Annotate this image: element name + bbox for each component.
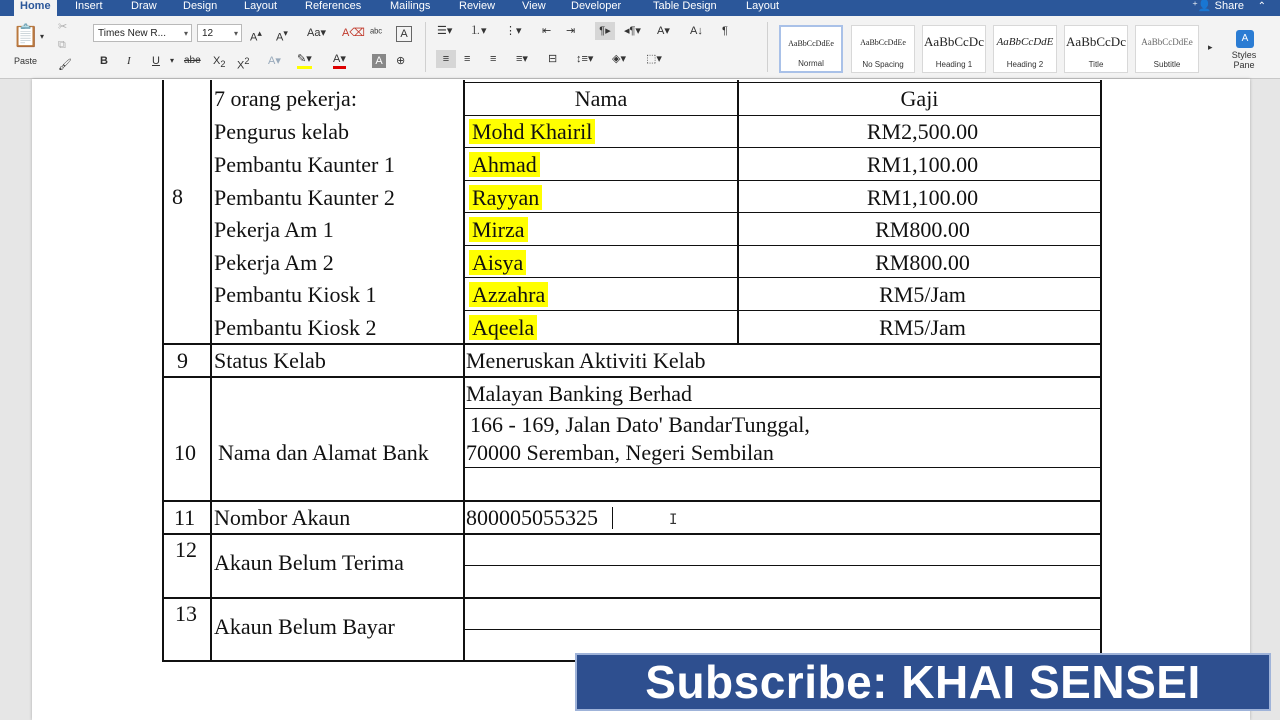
- tab-insert[interactable]: Insert: [75, 0, 103, 12]
- show-formatting-icon[interactable]: ¶: [722, 25, 728, 37]
- strikethrough-icon[interactable]: abe: [184, 55, 201, 66]
- tab-design[interactable]: Design: [183, 0, 218, 12]
- underline-icon[interactable]: U: [152, 55, 160, 67]
- tab-layout[interactable]: Layout: [244, 0, 278, 12]
- paste-label: Paste: [14, 56, 38, 66]
- worker-salary[interactable]: RM1,100.00: [866, 152, 979, 177]
- table-border: [463, 245, 1102, 246]
- copy-icon[interactable]: ⧉: [58, 39, 66, 51]
- table-border: [162, 500, 1102, 502]
- table-border: [463, 212, 1102, 213]
- worker-name[interactable]: Mirza: [469, 217, 528, 243]
- worker-name[interactable]: Azzahra: [469, 282, 548, 308]
- subscript-icon[interactable]: $X_2$: [213, 55, 226, 70]
- tab-home[interactable]: Home: [14, 0, 57, 16]
- change-case-icon[interactable]: Aa▾: [307, 27, 326, 39]
- distributed-icon[interactable]: ⊟: [548, 53, 558, 65]
- justify-icon[interactable]: ≡▾: [516, 53, 528, 65]
- worker-name[interactable]: Aqeela: [469, 315, 537, 341]
- divider: [425, 22, 426, 72]
- worker-role[interactable]: Pengurus kelab: [214, 119, 350, 144]
- character-shading-icon[interactable]: A: [372, 54, 386, 68]
- tab-view[interactable]: View: [522, 0, 546, 12]
- worker-name[interactable]: Ahmad: [469, 152, 540, 178]
- chevron-down-icon: ▾: [183, 29, 188, 38]
- enclose-characters-icon[interactable]: ⊕: [396, 55, 406, 67]
- table-border: [162, 376, 1102, 378]
- row-number: 10: [174, 440, 196, 465]
- decrease-indent-icon[interactable]: ⇤: [542, 25, 552, 37]
- chevron-up-icon[interactable]: ⌃: [1257, 1, 1266, 12]
- style-normal[interactable]: AaBbCcDdEe Normal: [779, 25, 843, 73]
- tab-review[interactable]: Review: [459, 0, 496, 12]
- highlight-icon[interactable]: ✎▾: [297, 52, 312, 69]
- worker-salary[interactable]: RM5/Jam: [879, 282, 966, 307]
- bank-label[interactable]: Nama dan Alamat Bank: [218, 440, 429, 465]
- divider: [767, 22, 768, 72]
- worker-role[interactable]: Pembantu Kiosk 1: [214, 282, 377, 307]
- tab-table-layout[interactable]: Layout: [746, 0, 780, 12]
- table-border: [463, 629, 1102, 630]
- table-border: [463, 147, 1102, 148]
- cut-icon[interactable]: ✂: [58, 21, 68, 33]
- chevron-down-icon[interactable]: ▾: [170, 56, 175, 65]
- multilevel-list-icon[interactable]: ⋮▾: [505, 25, 522, 37]
- tab-references[interactable]: References: [305, 0, 362, 12]
- receivable-label[interactable]: Akaun Belum Terima: [214, 550, 404, 575]
- bold-icon[interactable]: B: [100, 55, 108, 67]
- table-border: [463, 467, 1102, 468]
- tab-draw[interactable]: Draw: [131, 0, 157, 12]
- ribbon-tab-bar: [0, 0, 1280, 16]
- numbering-icon[interactable]: ⒈▾: [470, 25, 487, 37]
- increase-indent-icon[interactable]: ⇥: [566, 25, 576, 37]
- align-left-icon[interactable]: ≡: [436, 50, 456, 68]
- worker-role[interactable]: Pekerja Am 2: [214, 250, 334, 275]
- paste-icon[interactable]: 📋: [12, 23, 40, 48]
- format-painter-icon[interactable]: 🖌: [58, 59, 72, 71]
- tab-table-design[interactable]: Table Design: [653, 0, 717, 12]
- style-subtitle[interactable]: AaBbCcDdEe Subtitle: [1135, 25, 1199, 73]
- chevron-down-icon: ▾: [233, 29, 238, 38]
- table-border: [463, 180, 1102, 181]
- font-color-icon[interactable]: A▾: [333, 52, 346, 69]
- borders-icon[interactable]: ⬚▾: [646, 53, 662, 65]
- row-number: 8: [172, 184, 183, 209]
- worker-role[interactable]: Pembantu Kaunter 1: [214, 152, 395, 177]
- table-border: [162, 533, 1102, 535]
- tab-developer[interactable]: Developer: [571, 0, 622, 12]
- line-spacing-icon[interactable]: ↕≡▾: [576, 53, 594, 65]
- worker-role[interactable]: Pembantu Kiosk 2: [214, 315, 377, 340]
- shrink-font-icon[interactable]: A▾: [276, 28, 288, 44]
- table-border: [162, 597, 1102, 599]
- worker-role[interactable]: Pekerja Am 1: [214, 217, 334, 242]
- column-header-gaji[interactable]: Gaji: [900, 86, 939, 111]
- text-effects-icon[interactable]: A▾: [268, 55, 281, 67]
- ltr-icon[interactable]: ¶▸: [595, 22, 615, 40]
- status-label[interactable]: Status Kelab: [214, 348, 326, 373]
- sort-icon[interactable]: A↓: [690, 25, 703, 37]
- table-border: [162, 80, 164, 662]
- worker-salary[interactable]: RM2,500.00: [866, 119, 979, 144]
- table-border: [463, 310, 1102, 311]
- workers-header[interactable]: 7 orang pekerja:: [214, 86, 357, 111]
- table-border: [463, 115, 1102, 116]
- account-number-value[interactable]: 800005055325: [466, 505, 598, 530]
- status-value[interactable]: Meneruskan Aktiviti Kelab: [466, 348, 706, 373]
- style-heading-2[interactable]: AaBbCcDdE Heading 2: [993, 25, 1057, 73]
- account-number-label[interactable]: Nombor Akaun: [214, 505, 351, 530]
- asian-layout-icon[interactable]: A▾: [657, 25, 670, 37]
- ibeam-cursor-icon: I: [669, 512, 678, 528]
- worker-name[interactable]: Rayyan: [469, 185, 542, 211]
- worker-salary[interactable]: RM800.00: [875, 217, 970, 242]
- worker-role[interactable]: Pembantu Kaunter 2: [214, 185, 395, 210]
- tab-mailings[interactable]: Mailings: [390, 0, 431, 12]
- gallery-more-icon[interactable]: ▸: [1208, 42, 1213, 52]
- superscript-icon[interactable]: $X^2$: [237, 56, 250, 72]
- bank-name[interactable]: Malayan Banking Berhad: [466, 381, 693, 406]
- table-border: [162, 343, 1102, 345]
- row-number: 12: [175, 537, 197, 562]
- font-size-select[interactable]: 12 ▾: [197, 24, 242, 42]
- styles-pane-label[interactable]: Styles Pane: [1231, 50, 1257, 70]
- rtl-icon[interactable]: ◂¶▾: [624, 25, 641, 37]
- align-right-icon[interactable]: ≡: [490, 53, 497, 65]
- shading-icon[interactable]: ◈▾: [612, 53, 626, 65]
- chevron-down-icon[interactable]: ▾: [40, 32, 45, 41]
- ribbon: [0, 16, 1280, 79]
- font-name-select[interactable]: Times New R... ▾: [93, 24, 192, 42]
- worker-salary[interactable]: RM800.00: [875, 250, 970, 275]
- table-border: [1100, 80, 1102, 662]
- table-border: [463, 408, 1102, 409]
- character-border-icon[interactable]: A: [396, 26, 412, 42]
- table-border: [463, 565, 1102, 566]
- worker-name[interactable]: Aisya: [469, 250, 526, 276]
- person-add-icon: ⁺👤: [1192, 0, 1212, 12]
- row-number: 9: [177, 348, 188, 373]
- table-border: [463, 277, 1102, 278]
- worker-salary[interactable]: RM1,100.00: [866, 185, 979, 210]
- row-number: 13: [175, 601, 197, 626]
- style-title[interactable]: AaBbCcDc Title: [1064, 25, 1128, 73]
- worker-name[interactable]: Mohd Khairil: [469, 119, 595, 145]
- table-border: [210, 80, 212, 662]
- table-border: [463, 82, 1102, 83]
- bullets-icon[interactable]: ☰▾: [437, 25, 453, 37]
- bank-address-line1[interactable]: 166 - 169, Jalan Dato' BandarTunggal,: [470, 412, 810, 437]
- payable-label[interactable]: Akaun Belum Bayar: [214, 614, 395, 639]
- styles-pane-icon[interactable]: A: [1236, 30, 1254, 48]
- align-center-icon[interactable]: ≡: [464, 53, 471, 65]
- row-number: 11: [174, 505, 196, 530]
- style-heading-1[interactable]: AaBbCcDc Heading 1: [922, 25, 986, 73]
- share-button[interactable]: ⁺👤 Share: [1192, 0, 1244, 12]
- style-no-spacing[interactable]: AaBbCcDdEe No Spacing: [851, 25, 915, 73]
- italic-icon[interactable]: I: [127, 55, 131, 67]
- grow-font-icon[interactable]: A▴: [250, 28, 262, 44]
- phonetic-guide-icon[interactable]: ᵃᵇᶜ: [370, 27, 383, 39]
- worker-salary[interactable]: RM5/Jam: [879, 315, 966, 340]
- column-header-nama[interactable]: Nama: [574, 86, 628, 111]
- text-cursor: [612, 507, 613, 529]
- bank-address-line2[interactable]: 70000 Seremban, Negeri Sembilan: [466, 440, 774, 465]
- table-border: [463, 80, 465, 662]
- subscribe-banner: Subscribe: KHAI SENSEI: [575, 653, 1271, 711]
- clear-formatting-icon[interactable]: A⌫: [342, 27, 365, 39]
